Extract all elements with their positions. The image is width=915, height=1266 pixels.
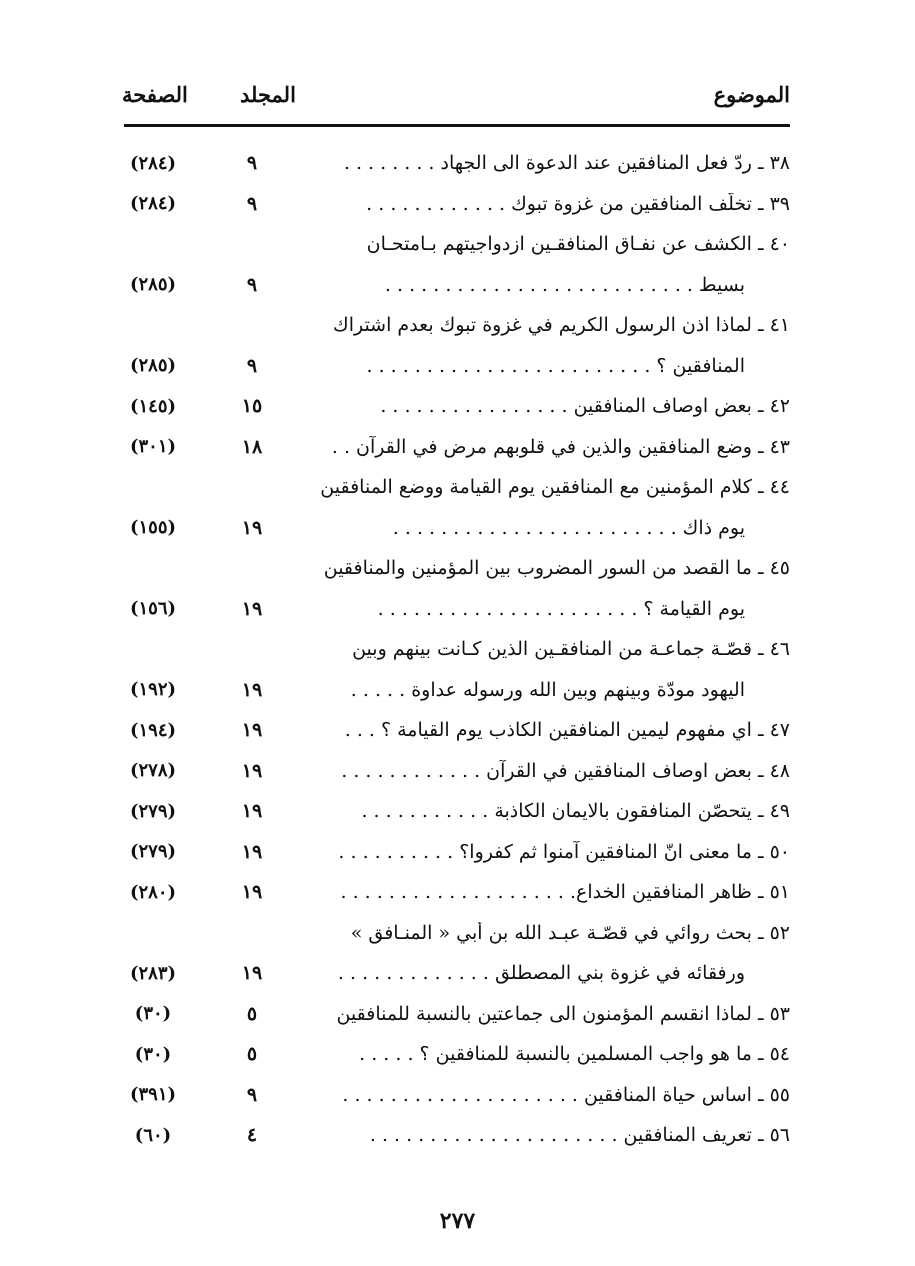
entry-volume: ١٥ — [241, 395, 263, 417]
entry-page: (٦٠) — [134, 1124, 172, 1146]
entry-title-continuation: يوم القيامة ؟ . . . . . . . . . . . . . . . . . . . . . . — [377, 597, 745, 620]
entry-page: (٢٧٩) — [129, 841, 177, 862]
entry-title: ٥٦ ـ تعريف المنافقين . . . . . . . . . . . . . . . . . . . . . — [369, 1124, 790, 1146]
entry-volume: ٩ — [246, 152, 258, 174]
entry-title: ٤٩ ـ يتحصّن المنافقون بالايمان الكاذبة . . . . . . . . . . . — [361, 800, 790, 822]
entry-title: ٤٠ ـ الكشف عن نفـاق المنافقـين ازدواجيتهم بـامتحـان — [366, 233, 790, 255]
entry-volume: ١٩ — [241, 597, 263, 620]
entry-title: ٤١ ـ لماذا اذن الرسول الكريم في غزوة تبوك بعدم اشتراك — [333, 314, 790, 336]
entry-title: ٥١ ـ ظاهر المنافقين الخداع. . . . . . . . . . . . . . . . . . . . — [340, 881, 790, 903]
page-number: ٢٧٧ — [439, 1208, 476, 1234]
entry-title: ٥٤ ـ ما هو واجب المسلمين بالنسبة للمنافقين ؟ . . . . . — [359, 1043, 790, 1065]
header-page: الصفحة — [122, 82, 188, 107]
entry-volume: ١٨ — [241, 435, 263, 458]
entry-page: (٣٠) — [134, 1003, 172, 1024]
entry-title: ٥٢ ـ بحث روائي في قصّـة عبـد الله بن أُبي « المنـافق » — [350, 921, 790, 944]
entry-volume: ٥ — [246, 1043, 258, 1065]
header-volume: المجلد — [240, 82, 296, 107]
entry-volume: ١٩ — [241, 678, 263, 701]
entry-page: (٢٧٩) — [129, 800, 177, 822]
entry-page: (٢٨٠) — [129, 881, 177, 903]
entry-volume: ١٩ — [241, 840, 263, 863]
entry-page: (١٩٤) — [129, 719, 177, 741]
entry-page: (١٤٥) — [129, 395, 177, 417]
entry-title: ٤٦ ـ قصّـة جماعـة من المنافقـين الذين كـانت بينهم وبين — [352, 638, 790, 660]
entry-title-continuation: يوم ذاك . . . . . . . . . . . . . . . . . . . . . . . . — [392, 516, 745, 539]
entry-page: (٢٨٤) — [129, 193, 177, 214]
entry-title: ٣٩ ـ تخلّف المنافقين من غزوة تبوك . . . . . . . . . . . . — [366, 192, 790, 215]
entry-volume: ١٩ — [241, 881, 263, 903]
entry-page: (٢٨٥) — [129, 274, 177, 295]
entry-title-continuation: ورفقائه في غزوة بني المصطلق . . . . . . . . . . . . . — [337, 962, 745, 984]
entry-title: ٤٥ ـ ما القصد من السور المضروب بين المؤمنين والمنافقين — [323, 557, 790, 579]
entry-volume: ٤ — [246, 1124, 258, 1146]
entry-volume: ١٩ — [241, 759, 263, 782]
entry-volume: ١٩ — [241, 800, 263, 822]
entry-volume: ٥ — [246, 1002, 258, 1025]
entry-title: ٤٤ ـ كلام المؤمنين مع المنافقين يوم القيامة ووضع المنافقين — [320, 476, 790, 498]
entry-page: (٣٠) — [134, 1043, 172, 1065]
entry-volume: ١٩ — [241, 719, 263, 741]
entry-title: ٤٢ ـ بعض اوصاف المنافقين . . . . . . . . . . . . . . . . — [380, 395, 790, 417]
entry-title: ٥٠ ـ ما معنى انّ المنافقين آمنوا ثم كفروا؟ . . . . . . . . . . — [338, 840, 790, 863]
entry-volume: ٩ — [246, 192, 258, 215]
entry-page: (٢٨٣) — [129, 962, 177, 984]
entry-page: (١٩٢) — [129, 679, 177, 700]
entry-title: ٥٥ ـ اساس حياة المنافقين . . . . . . . . . . . . . . . . . . . . — [342, 1083, 790, 1106]
entry-page: (١٥٦) — [129, 598, 177, 619]
entry-title-continuation: المنافقين ؟ . . . . . . . . . . . . . . . . . . . . . . . . — [366, 354, 745, 377]
entry-volume: ١٩ — [241, 516, 263, 539]
entry-volume: ٩ — [246, 273, 258, 296]
entry-page: (٣٠١) — [129, 436, 177, 457]
entry-page: (٢٨٥) — [129, 355, 177, 376]
entry-volume: ١٩ — [241, 962, 263, 984]
header-subject: الموضوع — [713, 82, 790, 107]
entry-title: ٤٧ ـ اي مفهوم ليمين المنافقين الكاذب يوم القيامة ؟ . . . — [344, 719, 790, 741]
entry-page: (٣٩١) — [129, 1084, 177, 1105]
entry-page: (٢٧٨) — [129, 760, 177, 781]
entry-title-continuation: بسيط . . . . . . . . . . . . . . . . . . . . . . . . . . — [384, 273, 745, 296]
entry-title: ٤٣ ـ وضع المنافقين والذين في قلوبهم مرض في القرآن . . — [331, 435, 790, 458]
entry-title-continuation: اليهود مودّة وبينهم وبين الله ورسوله عداوة . . . . . — [350, 678, 745, 701]
entry-title: ٤٨ ـ بعض اوصاف المنافقين في القرآن . . . . . . . . . . . . — [341, 759, 790, 782]
entry-page: (١٥٥) — [129, 517, 177, 538]
entry-title: ٣٨ ـ ردّ فعل المنافقين عند الدعوة الى الجهاد . . . . . . . . — [343, 152, 790, 174]
entry-title: ٥٣ ـ لماذا انقسم المؤمنون الى جماعتين بالنسبة للمنافقين — [336, 1002, 790, 1025]
entry-page: (٢٨٤) — [129, 152, 177, 174]
entry-volume: ٩ — [246, 1083, 258, 1106]
entry-volume: ٩ — [246, 354, 258, 377]
